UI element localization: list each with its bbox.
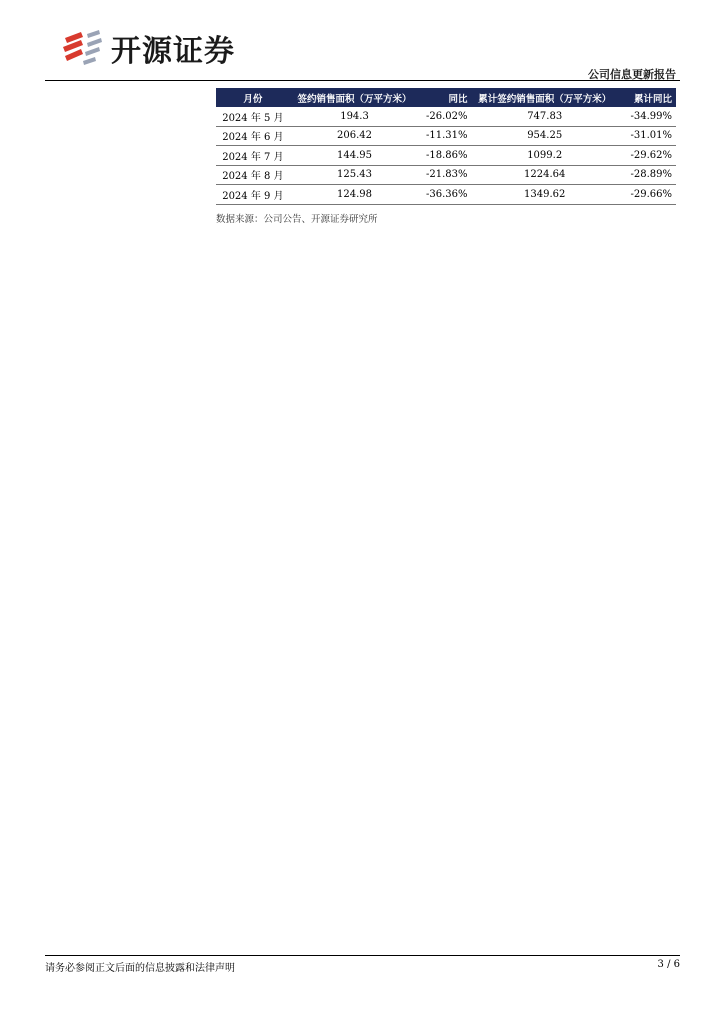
cell-cumulative-area: 954.25 bbox=[471, 126, 617, 146]
company-logo bbox=[59, 26, 235, 70]
cell-sales-area: 194.3 bbox=[290, 107, 420, 126]
page-number: 3 / 6 bbox=[657, 959, 680, 970]
cell-month: 2024 年 7 月 bbox=[216, 146, 290, 166]
col-header-yoy: 同比 bbox=[419, 88, 471, 107]
kaiyuan-logo-icon bbox=[59, 28, 105, 68]
table-row bbox=[216, 185, 676, 205]
sales-area-table bbox=[216, 88, 676, 205]
data-source-note: 数据来源：公司公告、开源证券研究所 bbox=[216, 214, 378, 225]
report-type-label: 公司信息更新报告 bbox=[588, 68, 676, 81]
cell-yoy: -21.83% bbox=[419, 165, 471, 185]
table-row bbox=[216, 126, 676, 146]
cell-yoy: -11.31% bbox=[419, 126, 471, 146]
cell-cumulative-yoy: -34.99% bbox=[618, 107, 676, 126]
cell-sales-area: 206.42 bbox=[290, 126, 420, 146]
footer-disclaimer: 请务必参阅正文后面的信息披露和法律声明 bbox=[45, 963, 235, 974]
cell-yoy: -26.02% bbox=[419, 107, 471, 126]
col-header-cumulative-area: 累计签约销售面积（万平方米） bbox=[471, 88, 617, 107]
company-name: 开源证券 bbox=[111, 34, 235, 69]
cell-yoy: -36.36% bbox=[419, 185, 471, 205]
col-header-sales-area: 签约销售面积（万平方米） bbox=[290, 88, 420, 107]
table-row bbox=[216, 107, 676, 126]
cell-month: 2024 年 8 月 bbox=[216, 165, 290, 185]
cell-cumulative-area: 1099.2 bbox=[471, 146, 617, 166]
cell-cumulative-yoy: -31.01% bbox=[618, 126, 676, 146]
cell-sales-area: 124.98 bbox=[290, 185, 420, 205]
table-row bbox=[216, 165, 676, 185]
cell-cumulative-area: 747.83 bbox=[471, 107, 617, 126]
cell-month: 2024 年 9 月 bbox=[216, 185, 290, 205]
col-header-cumulative-yoy: 累计同比 bbox=[618, 88, 676, 107]
cell-sales-area: 125.43 bbox=[290, 165, 420, 185]
table-row bbox=[216, 146, 676, 166]
cell-month: 2024 年 5 月 bbox=[216, 107, 290, 126]
cell-cumulative-yoy: -29.66% bbox=[618, 185, 676, 205]
cell-cumulative-yoy: -29.62% bbox=[618, 146, 676, 166]
header-divider bbox=[45, 80, 680, 81]
cell-cumulative-area: 1224.64 bbox=[471, 165, 617, 185]
cell-cumulative-yoy: -28.89% bbox=[618, 165, 676, 185]
cell-cumulative-area: 1349.62 bbox=[471, 185, 617, 205]
page-header bbox=[45, 18, 680, 80]
footer-divider bbox=[45, 955, 680, 956]
col-header-month: 月份 bbox=[216, 88, 290, 107]
table-header-row bbox=[216, 88, 676, 107]
cell-sales-area: 144.95 bbox=[290, 146, 420, 166]
cell-month: 2024 年 6 月 bbox=[216, 126, 290, 146]
cell-yoy: -18.86% bbox=[419, 146, 471, 166]
